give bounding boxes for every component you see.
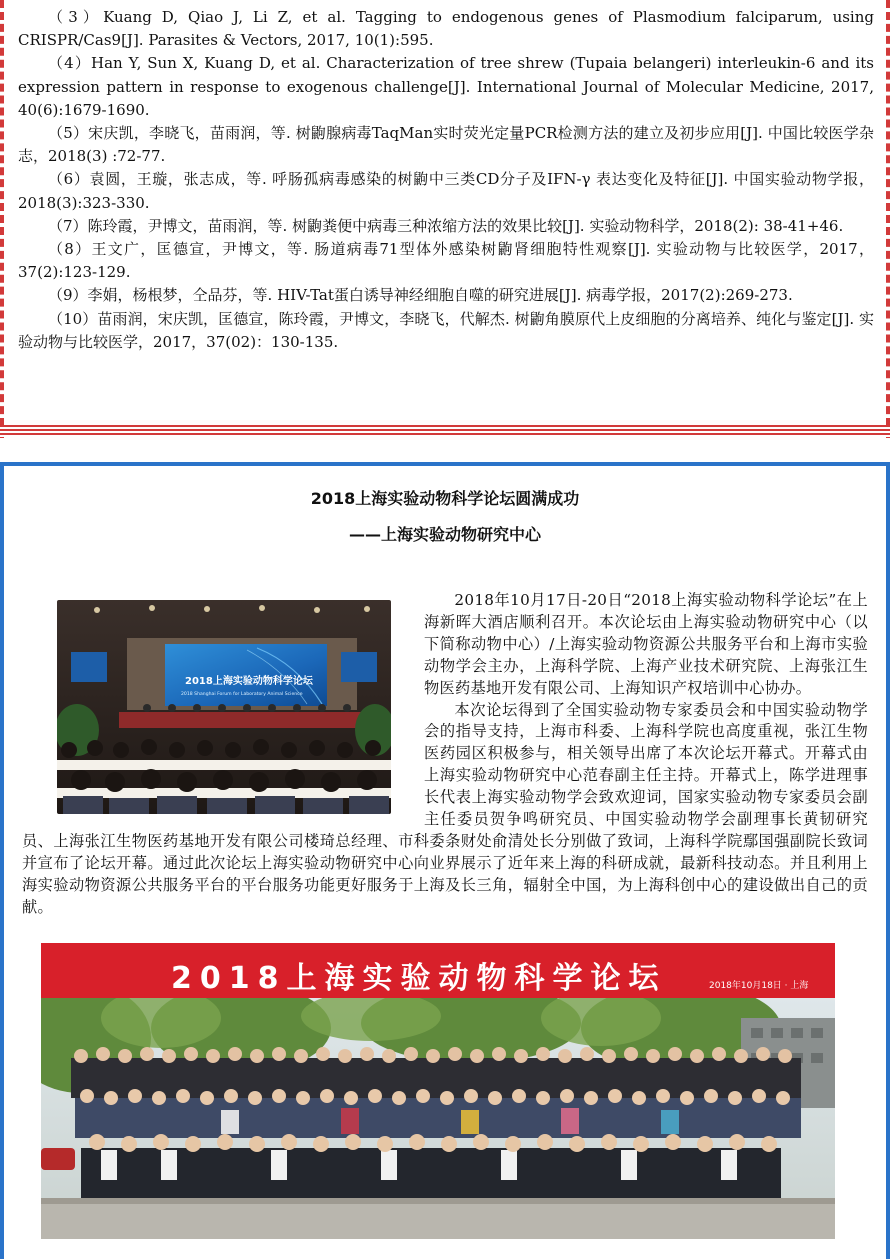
screen-title: 2018上海实验动物科学论坛 (185, 676, 313, 687)
photo-wrap-space (22, 590, 424, 816)
reference-item: （6）袁圆，王璇，张志成，等. 呼肠孤病毒感染的树鼩中三类CD分子及IFN-γ 表达变化及特征[J]. 中国实验动物学报，2018(3):323-330. (18, 170, 874, 212)
red-double-rule (0, 425, 890, 437)
reference-item: （10）苗雨润，宋庆凯，匡德宣，陈玲霞，尹博文，李晓飞，代解杰. 树鼩角膜原代上皮细胞的分离培养、纯化与鉴定[J]. 实验动物与比较医学，2017，37(02)：130-135. (18, 309, 874, 351)
reference-list (18, 6, 874, 354)
article-paragraph: 2018年10月17日-20日“2018上海实验动物科学论坛”在上海新晖大酒店顺利召开。本次论坛由上海实验动物研究中心（以下简称动物中心）/上海实验动物资源公共服务平台和上海市实验动物学会主办，上海科学院、上海产业技术研究院、上海张江生物医药基地开发有限公司、上海知识产权培训中心协办。 (424, 591, 868, 697)
group-photo (41, 998, 835, 1239)
article-title: 2018上海实验动物科学论坛圆满成功 (310, 489, 580, 508)
reference-item: （9）李娟，杨根梦，仝品芬，等. HIV-Tat蛋白诱导神经细胞自噬的研究进展[J]. 病毒学报，2017(2):269-273. (48, 286, 793, 305)
banner-date-location: 2018年10月18日 · 上海 (709, 981, 809, 991)
banner-title: 2018上海实验动物科学论坛 (171, 961, 667, 996)
reference-item: （7）陈玲霞，尹博文，苗雨润，等. 树鼩粪便中病毒三种浓缩方法的效果比较[J]. 实验动物科学，2018(2): 38-41+46. (48, 216, 844, 235)
article-subtitle: ——上海实验动物研究中心 (348, 525, 541, 544)
reference-item: （4）Han Y, Sun X, Kuang D, et al. Characterization of tree shrew (Tupaia belangeri) interleukin-6 and its expression pattern in response to exogenous challenge[J]. International Journal of Molecular Medicine, 2017, 40(6):1679-1690. (18, 54, 874, 119)
reference-item: （3）Kuang D, Qiao J, Li Z, et al. Tagging to endogenous genes of Plasmodium falciparum, using CRISPR/Cas9[J]. Parasites & Vectors, 2017, 10(1):595. (18, 8, 874, 50)
article-body (22, 590, 868, 919)
article-paragraph: 本次论坛得到了全国实验动物专家委员会和中国实验动物学会的指导支持，上海市科委、上海科学院也高度重视，张江生物医药园区积极参与，相关领导出席了本次论坛开幕式。开幕式由上海实验动物研究中心范春副主任主持。开幕式上，陈学进理事长代表上海实验动物学会致欢迎词，国家实验动物专家委员会副主任委员贺争鸣研究员、中国实验动物学会副理事长黄韧研究员、上海张江生物医药基地开发有限公司楼琦总经理、市科委条财处俞清处长分别做了致词，上海科学院鄢国强副院长致词并宣布了论坛开幕。通过此次论坛上海实验动物研究中心向业界展示了近年来上海的科研成就，最新科技动态。并且利用上海实验动物资源公共服务平台的平台服务功能更好服务于上海及长三角，辐射全中国，为上海科创中心的建设做出自己的贡献。 (22, 700, 868, 916)
screen-subtitle: 2018 Shanghai Forum for Laboratory Animal Science (181, 692, 303, 697)
group-photo-banner (41, 943, 835, 998)
reference-item: （5）宋庆凯，李晓飞，苗雨润，等. 树鼩腺病毒TaqMan实时荧光定量PCR检测方法的建立及初步应用[J]. 中国比较医学杂志，2018(3) :72-77. (18, 124, 874, 166)
reference-item: （8）王文广，匡德宣，尹博文，等. 肠道病毒71型体外感染树鼩肾细胞特性观察[J]. 实验动物与比较医学，2017，37(2):123-129. (18, 240, 874, 282)
